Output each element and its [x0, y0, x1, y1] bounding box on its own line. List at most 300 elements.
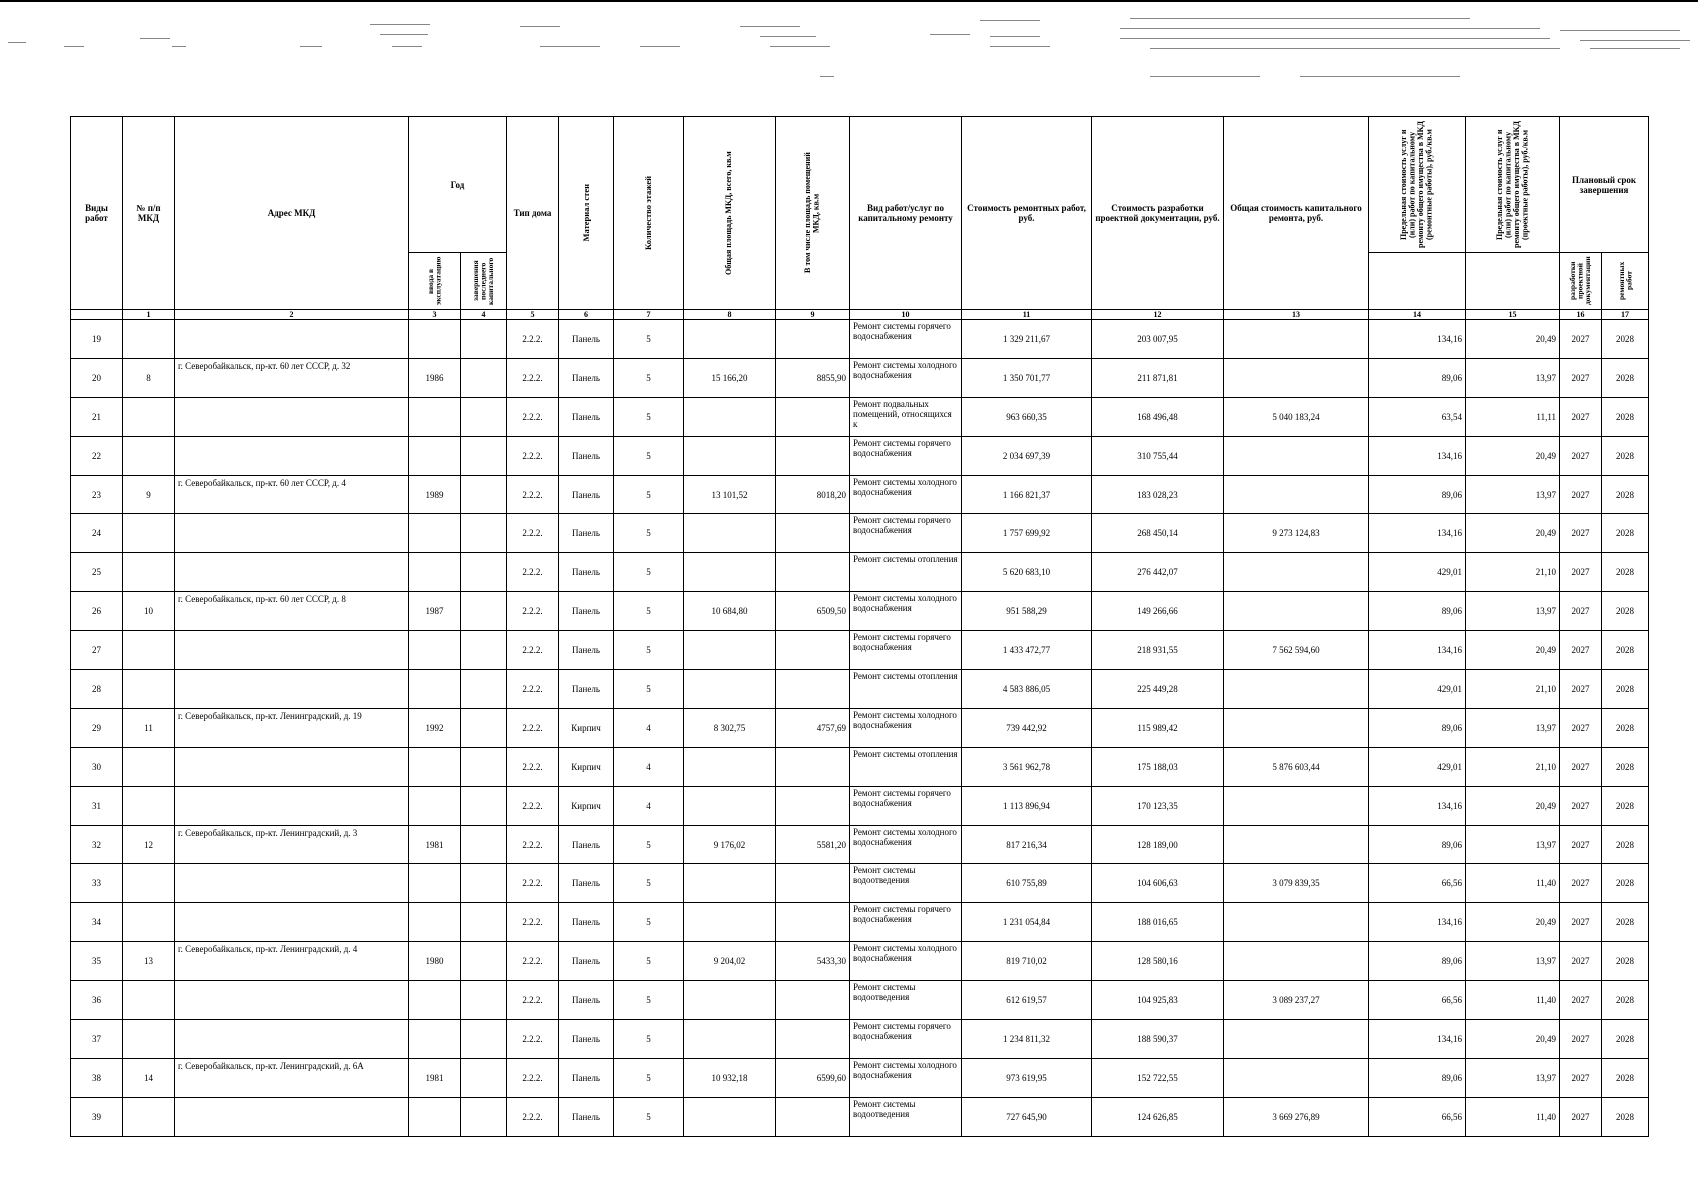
- cell-house-type: 2.2.2.: [507, 631, 559, 670]
- col-number: 4: [461, 310, 507, 320]
- cell-design-cost: 149 266,66: [1092, 592, 1224, 631]
- cell-mkd-number: [123, 553, 175, 592]
- col-number: 1: [123, 310, 175, 320]
- cell-work-type: Ремонт системы холодного водоснабжения: [850, 1058, 962, 1097]
- cell-limit-cost-repair: 134,16: [1369, 514, 1466, 553]
- cell-wall-material: Панель: [559, 397, 614, 436]
- cell-premises-area: [776, 864, 850, 903]
- table-row: [71, 358, 1649, 397]
- cell-limit-cost-design: 11,40: [1466, 981, 1560, 1020]
- cell-premises-area: [776, 436, 850, 475]
- cell-work-type: Ремонт системы холодного водоснабжения: [850, 475, 962, 514]
- cell-floors: 5: [614, 592, 684, 631]
- cell-year-commission: [409, 320, 461, 359]
- cell-total-cost: [1224, 942, 1369, 981]
- cell-limit-cost-design: 13,97: [1466, 358, 1560, 397]
- cell-year-last-repair: [461, 1097, 507, 1136]
- cell-mkd-number: [123, 320, 175, 359]
- cell-house-type: 2.2.2.: [507, 397, 559, 436]
- cell-deadline-design: 2027: [1560, 320, 1602, 359]
- cell-work-type: Ремонт системы горячего водоснабжения: [850, 320, 962, 359]
- cell-wall-material: Панель: [559, 631, 614, 670]
- cell-total-area: [684, 514, 776, 553]
- cell-vid-rabot: 21: [71, 397, 123, 436]
- cell-year-commission: [409, 903, 461, 942]
- cell-mkd-number: [123, 1020, 175, 1059]
- cell-address: г. Северобайкальск, пр-кт. 60 лет СССР, д. 4: [175, 475, 409, 514]
- cell-repair-cost: 610 755,89: [962, 864, 1092, 903]
- cell-limit-cost-repair: 134,16: [1369, 631, 1466, 670]
- table-row: [71, 514, 1649, 553]
- cell-mkd-number: [123, 786, 175, 825]
- cell-floors: 5: [614, 670, 684, 709]
- cell-total-area: [684, 981, 776, 1020]
- cell-repair-cost: 1 757 699,92: [962, 514, 1092, 553]
- col-number: 10: [850, 310, 962, 320]
- cell-address: [175, 631, 409, 670]
- cell-floors: 5: [614, 942, 684, 981]
- header-total-area: Общая площадь МКД, всего, кв.м: [684, 117, 776, 310]
- cell-work-type: Ремонт системы отопления: [850, 747, 962, 786]
- cell-address: [175, 670, 409, 709]
- cell-repair-cost: 963 660,35: [962, 397, 1092, 436]
- header-year: Год: [409, 117, 507, 253]
- cell-address: [175, 903, 409, 942]
- cell-wall-material: Панель: [559, 981, 614, 1020]
- cell-limit-cost-design: 20,49: [1466, 786, 1560, 825]
- table-row: [71, 397, 1649, 436]
- table-row: [71, 747, 1649, 786]
- cell-address: [175, 786, 409, 825]
- cell-design-cost: 115 989,42: [1092, 708, 1224, 747]
- cell-design-cost: 203 007,95: [1092, 320, 1224, 359]
- cell-vid-rabot: 35: [71, 942, 123, 981]
- cell-vid-rabot: 19: [71, 320, 123, 359]
- cell-total-area: 15 166,20: [684, 358, 776, 397]
- header-year-commission: ввода в эксплуатацию: [409, 253, 461, 310]
- cell-deadline-repair: 2028: [1602, 903, 1649, 942]
- cell-limit-cost-repair: 429,01: [1369, 553, 1466, 592]
- cell-total-cost: [1224, 1058, 1369, 1097]
- cell-limit-cost-repair: 134,16: [1369, 786, 1466, 825]
- cell-work-type: Ремонт системы холодного водоснабжения: [850, 825, 962, 864]
- cell-mkd-number: [123, 747, 175, 786]
- cell-premises-area: 6509,50: [776, 592, 850, 631]
- cell-premises-area: 6599,60: [776, 1058, 850, 1097]
- cell-deadline-design: 2027: [1560, 942, 1602, 981]
- cell-floors: 5: [614, 825, 684, 864]
- cell-year-last-repair: [461, 631, 507, 670]
- cell-floors: 5: [614, 436, 684, 475]
- cell-limit-cost-design: 13,97: [1466, 825, 1560, 864]
- table-row: [71, 864, 1649, 903]
- cell-floors: 5: [614, 981, 684, 1020]
- cell-limit-cost-repair: 134,16: [1369, 903, 1466, 942]
- cell-total-cost: [1224, 708, 1369, 747]
- cell-wall-material: Панель: [559, 825, 614, 864]
- cell-total-cost: [1224, 436, 1369, 475]
- header-house-type: Тип дома: [507, 117, 559, 310]
- cell-repair-cost: 1 234 811,32: [962, 1020, 1092, 1059]
- cell-total-area: [684, 631, 776, 670]
- cell-total-area: [684, 747, 776, 786]
- cell-limit-cost-repair: 66,56: [1369, 864, 1466, 903]
- col-number: 12: [1092, 310, 1224, 320]
- cell-design-cost: 211 871,81: [1092, 358, 1224, 397]
- cell-limit-cost-design: 13,97: [1466, 708, 1560, 747]
- header-planned-deadline: Плановый срок завершения: [1560, 117, 1649, 253]
- cell-limit-cost-design: 21,10: [1466, 553, 1560, 592]
- cell-vid-rabot: 32: [71, 825, 123, 864]
- cell-limit-cost-repair: 134,16: [1369, 436, 1466, 475]
- col-number: 7: [614, 310, 684, 320]
- table-row: [71, 942, 1649, 981]
- cell-floors: 5: [614, 864, 684, 903]
- cell-limit-cost-design: 20,49: [1466, 1020, 1560, 1059]
- header-empty-15: [1466, 253, 1560, 310]
- cell-wall-material: Панель: [559, 592, 614, 631]
- cell-deadline-repair: 2028: [1602, 786, 1649, 825]
- cell-deadline-repair: 2028: [1602, 1097, 1649, 1136]
- cell-total-cost: [1224, 1020, 1369, 1059]
- cell-wall-material: Панель: [559, 553, 614, 592]
- cell-year-commission: 1981: [409, 825, 461, 864]
- cell-deadline-design: 2027: [1560, 1020, 1602, 1059]
- cell-address: [175, 1020, 409, 1059]
- cell-wall-material: Панель: [559, 436, 614, 475]
- cell-floors: 4: [614, 747, 684, 786]
- cell-deadline-design: 2027: [1560, 747, 1602, 786]
- cell-house-type: 2.2.2.: [507, 475, 559, 514]
- cell-limit-cost-design: 20,49: [1466, 320, 1560, 359]
- cell-limit-cost-repair: 134,16: [1369, 1020, 1466, 1059]
- cell-mkd-number: 10: [123, 592, 175, 631]
- cell-year-commission: 1987: [409, 592, 461, 631]
- header-wall-material: Материал стен: [559, 117, 614, 310]
- col-number: 14: [1369, 310, 1466, 320]
- capital-repair-register-table: [70, 116, 1649, 1137]
- col-number: 9: [776, 310, 850, 320]
- cell-address: [175, 747, 409, 786]
- cell-vid-rabot: 30: [71, 747, 123, 786]
- cell-premises-area: 8018,20: [776, 475, 850, 514]
- cell-premises-area: [776, 631, 850, 670]
- cell-house-type: 2.2.2.: [507, 942, 559, 981]
- cell-limit-cost-design: 20,49: [1466, 903, 1560, 942]
- cell-total-area: [684, 1020, 776, 1059]
- cell-vid-rabot: 31: [71, 786, 123, 825]
- cell-work-type: Ремонт системы отопления: [850, 670, 962, 709]
- cell-year-commission: [409, 981, 461, 1020]
- cell-mkd-number: [123, 514, 175, 553]
- cell-limit-cost-repair: 89,06: [1369, 358, 1466, 397]
- cell-mkd-number: [123, 903, 175, 942]
- cell-design-cost: 168 496,48: [1092, 397, 1224, 436]
- cell-work-type: Ремонт системы горячего водоснабжения: [850, 786, 962, 825]
- cell-house-type: 2.2.2.: [507, 553, 559, 592]
- cell-limit-cost-repair: 89,06: [1369, 475, 1466, 514]
- cell-deadline-repair: 2028: [1602, 397, 1649, 436]
- cell-work-type: Ремонт системы водоотведения: [850, 981, 962, 1020]
- table-row: [71, 1058, 1649, 1097]
- cell-vid-rabot: 33: [71, 864, 123, 903]
- cell-house-type: 2.2.2.: [507, 1097, 559, 1136]
- cell-deadline-design: 2027: [1560, 786, 1602, 825]
- cell-deadline-design: 2027: [1560, 514, 1602, 553]
- cell-mkd-number: [123, 1097, 175, 1136]
- cell-total-cost: 3 669 276,89: [1224, 1097, 1369, 1136]
- cell-house-type: 2.2.2.: [507, 1020, 559, 1059]
- cell-wall-material: Панель: [559, 1097, 614, 1136]
- cell-year-commission: [409, 670, 461, 709]
- table-row: [71, 903, 1649, 942]
- cell-premises-area: [776, 747, 850, 786]
- cell-address: г. Северобайкальск, пр-кт. 60 лет СССР, д. 32: [175, 358, 409, 397]
- header-deadline-repair: ремонтных работ: [1602, 253, 1649, 310]
- cell-total-cost: 7 562 594,60: [1224, 631, 1369, 670]
- cell-year-last-repair: [461, 475, 507, 514]
- table-row: [71, 1097, 1649, 1136]
- cell-floors: 4: [614, 786, 684, 825]
- cell-house-type: 2.2.2.: [507, 864, 559, 903]
- cell-year-commission: [409, 1097, 461, 1136]
- cell-limit-cost-design: 11,40: [1466, 1097, 1560, 1136]
- header-empty-14: [1369, 253, 1466, 310]
- cell-deadline-repair: 2028: [1602, 981, 1649, 1020]
- cell-design-cost: 124 626,85: [1092, 1097, 1224, 1136]
- header-repair-cost: Стоимость ремонтных работ, руб.: [962, 117, 1092, 310]
- cell-wall-material: Кирпич: [559, 747, 614, 786]
- cell-total-cost: [1224, 670, 1369, 709]
- cell-year-last-repair: [461, 1020, 507, 1059]
- cell-wall-material: Панель: [559, 903, 614, 942]
- cell-mkd-number: [123, 670, 175, 709]
- table-row: [71, 825, 1649, 864]
- cell-mkd-number: 14: [123, 1058, 175, 1097]
- cell-limit-cost-repair: 429,01: [1369, 747, 1466, 786]
- cell-deadline-design: 2027: [1560, 825, 1602, 864]
- cell-floors: 5: [614, 1097, 684, 1136]
- cell-deadline-repair: 2028: [1602, 358, 1649, 397]
- table-row: [71, 786, 1649, 825]
- cell-total-cost: 5 040 183,24: [1224, 397, 1369, 436]
- cell-year-last-repair: [461, 1058, 507, 1097]
- cell-year-last-repair: [461, 747, 507, 786]
- cell-vid-rabot: 39: [71, 1097, 123, 1136]
- cell-house-type: 2.2.2.: [507, 358, 559, 397]
- cell-house-type: 2.2.2.: [507, 903, 559, 942]
- cell-deadline-design: 2027: [1560, 358, 1602, 397]
- cell-total-area: [684, 864, 776, 903]
- cell-deadline-design: 2027: [1560, 592, 1602, 631]
- cell-total-cost: 5 876 603,44: [1224, 747, 1369, 786]
- header-limit-cost-design: Предельная стоимость услуг и (или) работ по капитальному ремонту общего имущества в МКД (проектные работы), руб./кв.м: [1466, 117, 1560, 253]
- cell-deadline-design: 2027: [1560, 553, 1602, 592]
- cell-total-area: 10 932,18: [684, 1058, 776, 1097]
- header-vid-rabot: Виды работ: [71, 117, 123, 310]
- cell-year-commission: [409, 436, 461, 475]
- cell-house-type: 2.2.2.: [507, 981, 559, 1020]
- cell-deadline-design: 2027: [1560, 981, 1602, 1020]
- cell-deadline-design: 2027: [1560, 436, 1602, 475]
- cell-design-cost: 268 450,14: [1092, 514, 1224, 553]
- cell-limit-cost-repair: 89,06: [1369, 708, 1466, 747]
- cell-total-area: 13 101,52: [684, 475, 776, 514]
- cell-deadline-repair: 2028: [1602, 825, 1649, 864]
- header-premises-area: В том числе площадь помещений МКД, кв.м: [776, 117, 850, 310]
- cell-deadline-design: 2027: [1560, 903, 1602, 942]
- header-limit-cost-repair: Предельная стоимость услуг и (или) работ по капитальному ремонту общего имущества в МКД (ремонтные работы), руб./кв.м: [1369, 117, 1466, 253]
- cell-mkd-number: [123, 436, 175, 475]
- cell-design-cost: 188 590,37: [1092, 1020, 1224, 1059]
- cell-repair-cost: 951 588,29: [962, 592, 1092, 631]
- cell-mkd-number: 8: [123, 358, 175, 397]
- cell-year-last-repair: [461, 786, 507, 825]
- cell-work-type: Ремонт системы горячего водоснабжения: [850, 514, 962, 553]
- cell-mkd-number: [123, 397, 175, 436]
- cell-limit-cost-repair: 89,06: [1369, 592, 1466, 631]
- cell-premises-area: 5581,20: [776, 825, 850, 864]
- cell-address: г. Северобайкальск, пр-кт. Ленинградский, д. 4: [175, 942, 409, 981]
- cell-address: [175, 1097, 409, 1136]
- cell-premises-area: 5433,30: [776, 942, 850, 981]
- table-row: [71, 436, 1649, 475]
- cell-work-type: Ремонт системы холодного водоснабжения: [850, 592, 962, 631]
- header-n-mkd: № п/п МКД: [123, 117, 175, 310]
- cell-vid-rabot: 38: [71, 1058, 123, 1097]
- cell-total-cost: [1224, 592, 1369, 631]
- cell-vid-rabot: 37: [71, 1020, 123, 1059]
- cell-deadline-repair: 2028: [1602, 475, 1649, 514]
- cell-limit-cost-repair: 134,16: [1369, 320, 1466, 359]
- cell-limit-cost-design: 13,97: [1466, 592, 1560, 631]
- cell-total-cost: 9 273 124,83: [1224, 514, 1369, 553]
- cell-limit-cost-design: 11,40: [1466, 864, 1560, 903]
- cell-work-type: Ремонт системы холодного водоснабжения: [850, 708, 962, 747]
- cell-deadline-design: 2027: [1560, 1058, 1602, 1097]
- cell-wall-material: Панель: [559, 864, 614, 903]
- table-row: [71, 553, 1649, 592]
- cell-year-last-repair: [461, 436, 507, 475]
- cell-year-commission: 1980: [409, 942, 461, 981]
- table-row: [71, 670, 1649, 709]
- table-row: [71, 592, 1649, 631]
- cell-deadline-repair: 2028: [1602, 631, 1649, 670]
- cell-design-cost: 104 925,83: [1092, 981, 1224, 1020]
- cell-deadline-repair: 2028: [1602, 436, 1649, 475]
- cell-limit-cost-design: 21,10: [1466, 670, 1560, 709]
- cell-year-commission: [409, 1020, 461, 1059]
- col-number: 11: [962, 310, 1092, 320]
- col-number: 16: [1560, 310, 1602, 320]
- cell-design-cost: 104 606,63: [1092, 864, 1224, 903]
- cell-total-area: 9 204,02: [684, 942, 776, 981]
- col-number: 15: [1466, 310, 1560, 320]
- cell-year-last-repair: [461, 358, 507, 397]
- cell-design-cost: 128 580,16: [1092, 942, 1224, 981]
- cell-vid-rabot: 36: [71, 981, 123, 1020]
- cell-design-cost: 175 188,03: [1092, 747, 1224, 786]
- cell-deadline-repair: 2028: [1602, 708, 1649, 747]
- cell-total-area: [684, 320, 776, 359]
- cell-year-last-repair: [461, 864, 507, 903]
- cell-repair-cost: 1 433 472,77: [962, 631, 1092, 670]
- header-floors: Количество этажей: [614, 117, 684, 310]
- col-number: 13: [1224, 310, 1369, 320]
- cell-premises-area: [776, 786, 850, 825]
- cell-total-area: 10 684,80: [684, 592, 776, 631]
- col-number: 6: [559, 310, 614, 320]
- cell-limit-cost-design: 20,49: [1466, 514, 1560, 553]
- cell-vid-rabot: 25: [71, 553, 123, 592]
- cell-design-cost: 170 123,35: [1092, 786, 1224, 825]
- cell-limit-cost-design: 13,97: [1466, 1058, 1560, 1097]
- cell-year-last-repair: [461, 825, 507, 864]
- cell-house-type: 2.2.2.: [507, 825, 559, 864]
- header-address: Адрес МКД: [175, 117, 409, 310]
- cell-premises-area: [776, 981, 850, 1020]
- cell-address: [175, 514, 409, 553]
- cell-premises-area: [776, 397, 850, 436]
- cell-vid-rabot: 28: [71, 670, 123, 709]
- col-number: [71, 310, 123, 320]
- cell-deadline-design: 2027: [1560, 670, 1602, 709]
- cell-vid-rabot: 27: [71, 631, 123, 670]
- cell-total-cost: [1224, 553, 1369, 592]
- cell-address: [175, 436, 409, 475]
- table-row: [71, 320, 1649, 359]
- col-number: 5: [507, 310, 559, 320]
- cell-address: [175, 553, 409, 592]
- cell-mkd-number: 9: [123, 475, 175, 514]
- cell-floors: 5: [614, 320, 684, 359]
- cell-house-type: 2.2.2.: [507, 592, 559, 631]
- cell-mkd-number: [123, 981, 175, 1020]
- cell-limit-cost-repair: 429,01: [1369, 670, 1466, 709]
- cell-work-type: Ремонт подвальных помещений, относящихся к: [850, 397, 962, 436]
- cell-premises-area: [776, 1097, 850, 1136]
- cell-wall-material: Панель: [559, 514, 614, 553]
- cell-work-type: Ремонт системы водоотведения: [850, 864, 962, 903]
- cell-limit-cost-design: 11,11: [1466, 397, 1560, 436]
- cell-deadline-repair: 2028: [1602, 747, 1649, 786]
- cell-deadline-design: 2027: [1560, 397, 1602, 436]
- illegible-header-text: [0, 0, 1698, 100]
- cell-design-cost: 310 755,44: [1092, 436, 1224, 475]
- cell-repair-cost: 819 710,02: [962, 942, 1092, 981]
- cell-premises-area: 8855,90: [776, 358, 850, 397]
- cell-wall-material: Кирпич: [559, 708, 614, 747]
- cell-repair-cost: 1 166 821,37: [962, 475, 1092, 514]
- table-row: [71, 708, 1649, 747]
- cell-deadline-design: 2027: [1560, 1097, 1602, 1136]
- cell-year-commission: 1989: [409, 475, 461, 514]
- cell-wall-material: Панель: [559, 475, 614, 514]
- cell-work-type: Ремонт системы горячего водоснабжения: [850, 1020, 962, 1059]
- cell-mkd-number: 12: [123, 825, 175, 864]
- cell-repair-cost: 612 619,57: [962, 981, 1092, 1020]
- cell-year-last-repair: [461, 553, 507, 592]
- cell-work-type: Ремонт системы горячего водоснабжения: [850, 631, 962, 670]
- cell-house-type: 2.2.2.: [507, 1058, 559, 1097]
- cell-total-cost: [1224, 358, 1369, 397]
- cell-floors: 5: [614, 1058, 684, 1097]
- header-design-cost: Стоимость разработки проектной документации, руб.: [1092, 117, 1224, 310]
- cell-premises-area: [776, 903, 850, 942]
- cell-wall-material: Панель: [559, 670, 614, 709]
- cell-repair-cost: 817 216,34: [962, 825, 1092, 864]
- cell-year-commission: [409, 553, 461, 592]
